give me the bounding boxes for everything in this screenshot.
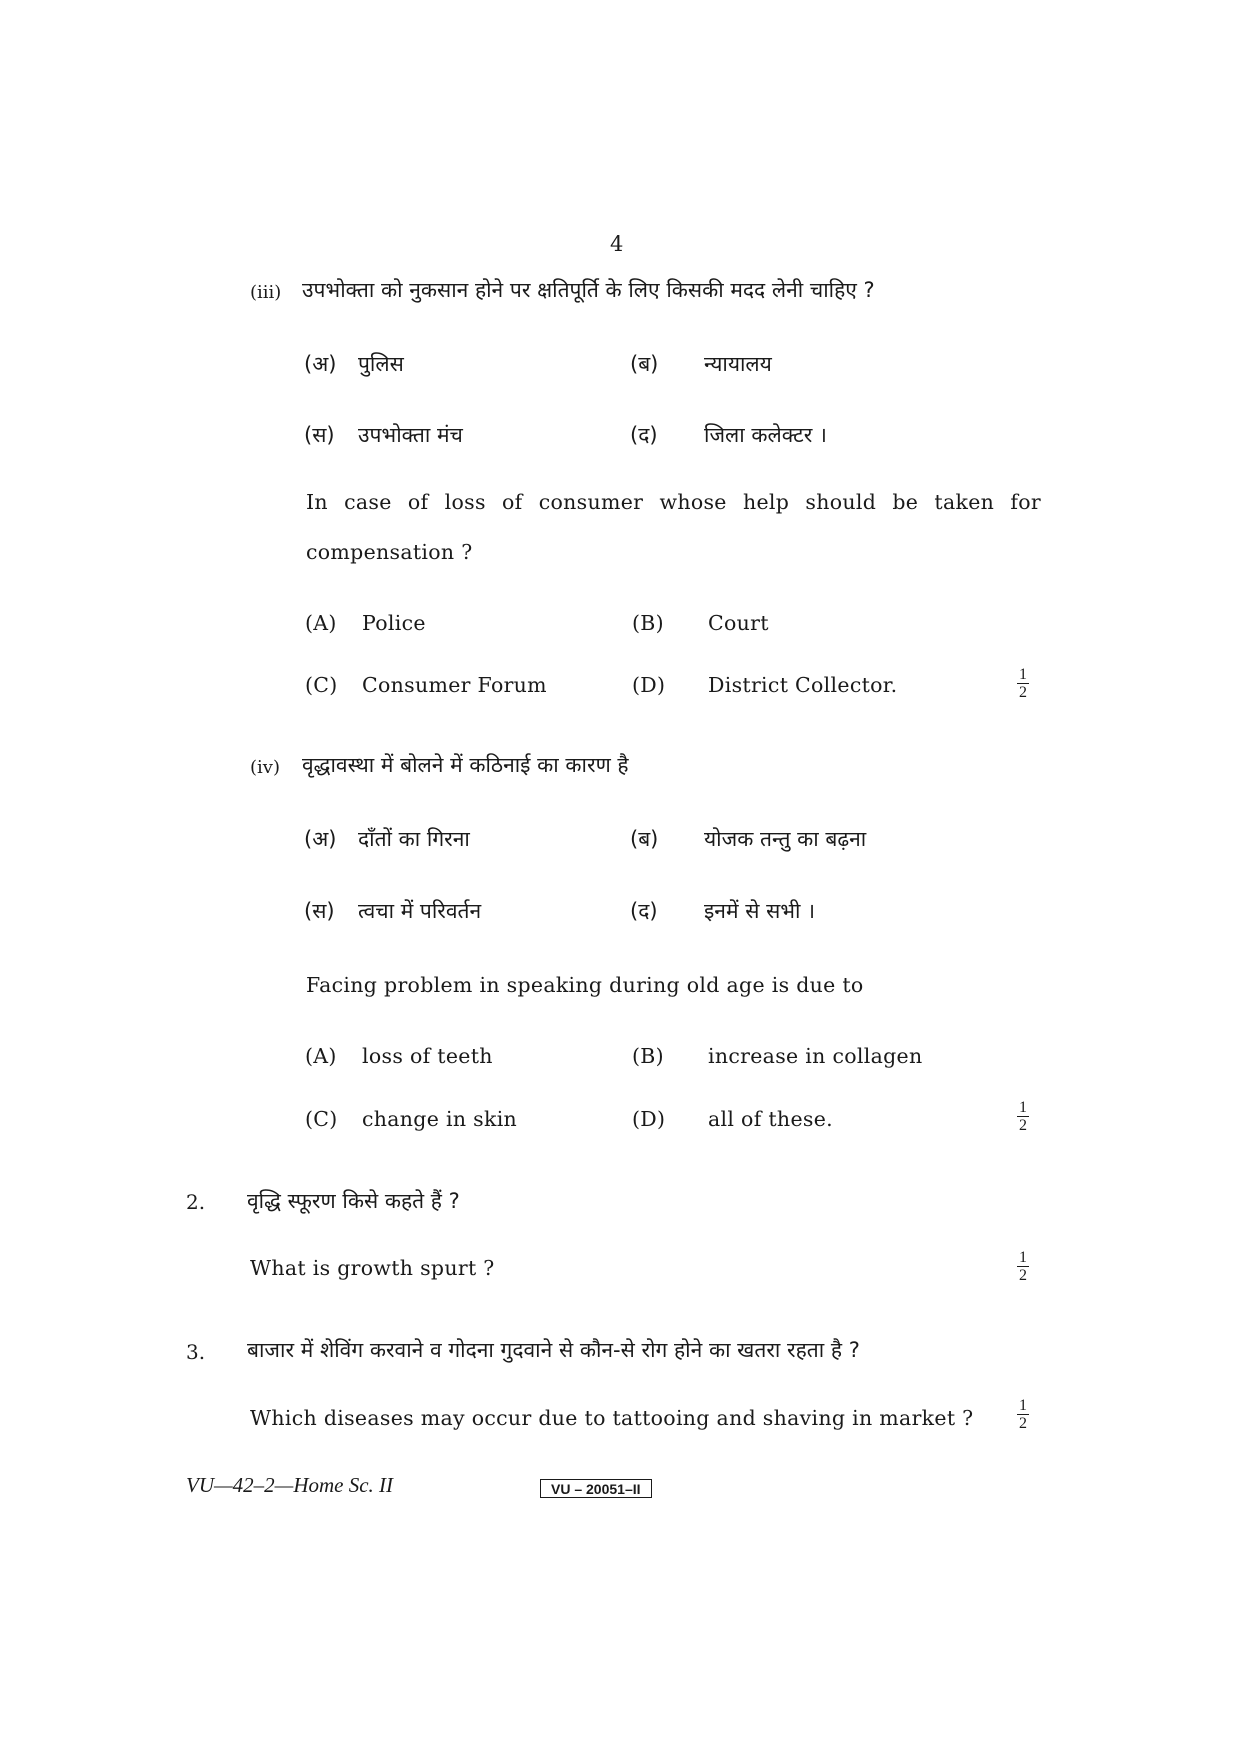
q1-iii-hindi-question: उपभोक्ता को नुकसान होने पर क्षतिपूर्ति के लिए किसकी मदद लेनी चाहिए ? [302,278,875,302]
q3-hindi-question: बाजार में शेविंग करवाने व गोदना गुदवाने से कौन-से रोग होने का खतरा रहता है ? [247,1338,860,1362]
q1-iii-english-question-line1: In case of loss of consumer whose help should be taken for [306,490,1041,514]
marks-numerator: 1 [1019,1099,1027,1116]
q2-english-question: What is growth spurt ? [250,1256,495,1280]
marks-numerator: 1 [1019,1249,1027,1266]
subquestion-label-iii: (iii) [250,282,282,303]
q1-iv-hindi-question: वृद्धावस्था में बोलने में कठिनाई का कारण है [302,753,629,777]
q1-iv-english-option-key-c: (C) [305,1107,338,1131]
q1-iii-english-option-key-b: (B) [632,611,664,635]
q1-iii-english-option-key-a: (A) [305,611,337,635]
q1-iv-hindi-option-c: त्वचा में परिवर्तन [358,899,482,923]
q2-hindi-question: वृद्धि स्फूरण किसे कहते हैं ? [247,1189,460,1213]
marks-denominator: 2 [1019,1117,1027,1134]
marks-numerator: 1 [1019,666,1027,683]
q1-iv-english-option-c: change in skin [362,1107,518,1131]
marks-denominator: 2 [1019,684,1027,701]
q1-iii-hindi-option-b: न्यायालय [704,352,772,376]
q1-iv-hindi-option-key-a: (अ) [304,827,337,851]
q1-iv-hindi-option-a: दाँतों का गिरना [358,827,470,851]
footer-paper-code: VU—42–2—Home Sc. II [186,1473,394,1497]
q1-iv-english-option-key-b: (B) [632,1044,664,1068]
q3-marks [1017,1398,1029,1431]
q1-iv-english-option-a: loss of teeth [362,1044,493,1068]
q1-iii-hindi-option-a: पुलिस [358,352,404,376]
q1-iv-marks [1017,1100,1029,1133]
q1-iii-hindi-option-d: जिला कलेक्टर । [704,423,827,447]
marks-denominator: 2 [1019,1415,1027,1432]
q1-iii-english-question-line2: compensation ? [306,540,473,564]
q1-iii-marks [1017,667,1029,700]
q1-iv-hindi-option-key-c: (स) [304,899,335,923]
q1-iii-english-option-key-c: (C) [305,673,338,697]
q1-iii-english-option-d: District Collector. [708,673,898,697]
q1-iii-hindi-option-c: उपभोक्ता मंच [358,423,463,447]
q1-iv-hindi-option-key-d: (द) [630,899,658,923]
q1-iv-english-option-key-a: (A) [305,1044,337,1068]
q1-iii-hindi-option-key-a: (अ) [304,352,337,376]
q1-iv-english-question: Facing problem in speaking during old age is due to [306,973,864,997]
q1-iii-hindi-option-key-d: (द) [630,423,658,447]
q1-iv-hindi-option-b: योजक तन्तु का बढ़ना [704,827,867,851]
footer-exam-code-box: VU – 20051–II [540,1479,652,1498]
q1-iv-english-option-b: increase in collagen [708,1044,923,1068]
q1-iv-english-option-d: all of these. [708,1107,833,1131]
q3-english-question: Which diseases may occur due to tattooing and shaving in market ? [250,1406,974,1430]
q1-iv-hindi-option-key-b: (ब) [630,827,659,851]
q1-iii-english-option-c: Consumer Forum [362,673,547,697]
q2-marks [1017,1250,1029,1283]
q1-iii-hindi-option-key-b: (ब) [630,352,659,376]
q1-iii-english-option-b: Court [708,611,769,635]
q1-iii-english-option-a: Police [362,611,426,635]
marks-denominator: 2 [1019,1267,1027,1284]
question-number-3: 3. [186,1340,206,1364]
q1-iv-hindi-option-d: इनमें से सभी । [704,899,816,923]
marks-numerator: 1 [1019,1397,1027,1414]
subquestion-label-iv: (iv) [250,757,280,778]
page-number: 4 [610,232,624,256]
q1-iii-english-option-key-d: (D) [632,673,666,697]
q1-iii-hindi-option-key-c: (स) [304,423,335,447]
q1-iv-english-option-key-d: (D) [632,1107,666,1131]
question-number-2: 2. [186,1190,206,1214]
